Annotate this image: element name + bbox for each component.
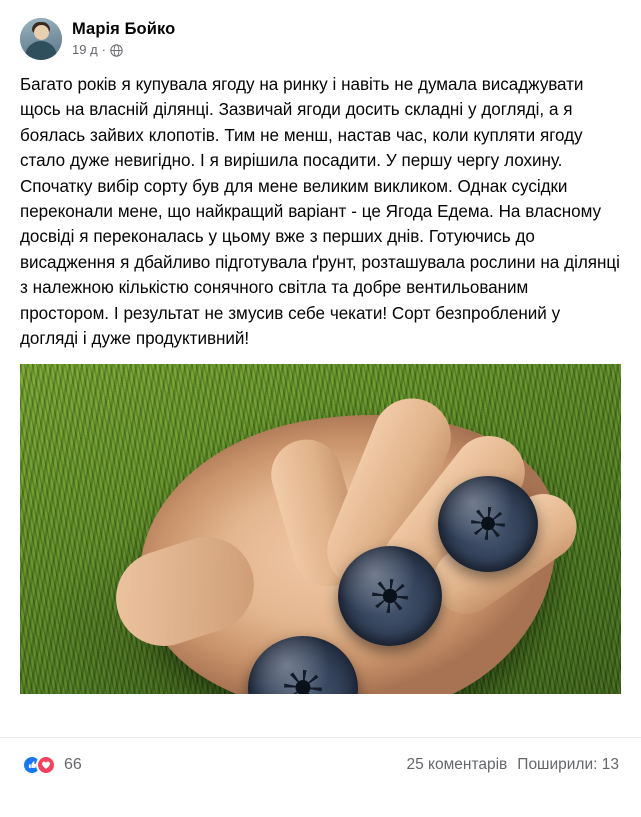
post-timestamp[interactable]: 19 д <box>72 42 98 57</box>
meta-separator: · <box>101 42 107 57</box>
post-meta <box>72 42 175 57</box>
post-photo[interactable] <box>20 364 621 694</box>
globe-icon[interactable] <box>110 44 123 57</box>
avatar[interactable] <box>20 18 62 60</box>
post-photo-container[interactable] <box>0 364 641 694</box>
author-name[interactable]: Марія Бойко <box>72 20 176 38</box>
post-header-text <box>72 18 175 57</box>
reaction-badges <box>22 755 56 775</box>
reaction-count[interactable]: 66 <box>64 755 82 773</box>
avatar-face <box>34 25 49 40</box>
photo-berry <box>338 546 442 646</box>
post-stats <box>406 756 619 774</box>
reactions-summary[interactable] <box>22 755 82 775</box>
comments-count[interactable]: 25 коментарів <box>406 755 508 773</box>
bottom-spacer <box>0 791 641 817</box>
love-icon <box>36 755 56 775</box>
shares-count[interactable]: Поширили: 13 <box>517 755 619 773</box>
post-body-text: Багато років я купувала ягоду на ринку і навіть не думала висаджувати щось на власній ділянці. Зазвичай ягоди досить складні у догляді, а я боялась зайвих клопотів. Тим не менш, настав час, коли купляти ягоду стало дуже невигідно. І я вирішила посадити. У першу чергу лохину. Спочатку вибір сорту був для мене великим викликом. Однак сусідки переконали мене, що найкращий варіант - це Ягода Едема. На власному досвіді я переконалась у цьому вже з перших днів. Готуючись до висадження я дбайливо підготувала ґрунт, розташувала рослини на ділянці з належною кількістю сонячного світла та добре вентильованим простором. І результат не змусив себе чекати! Сорт безпроблений у догляді і дуже продуктивний! <box>20 75 620 349</box>
post-footer <box>0 737 641 791</box>
photo-berry <box>438 476 538 572</box>
post-header <box>0 0 641 62</box>
